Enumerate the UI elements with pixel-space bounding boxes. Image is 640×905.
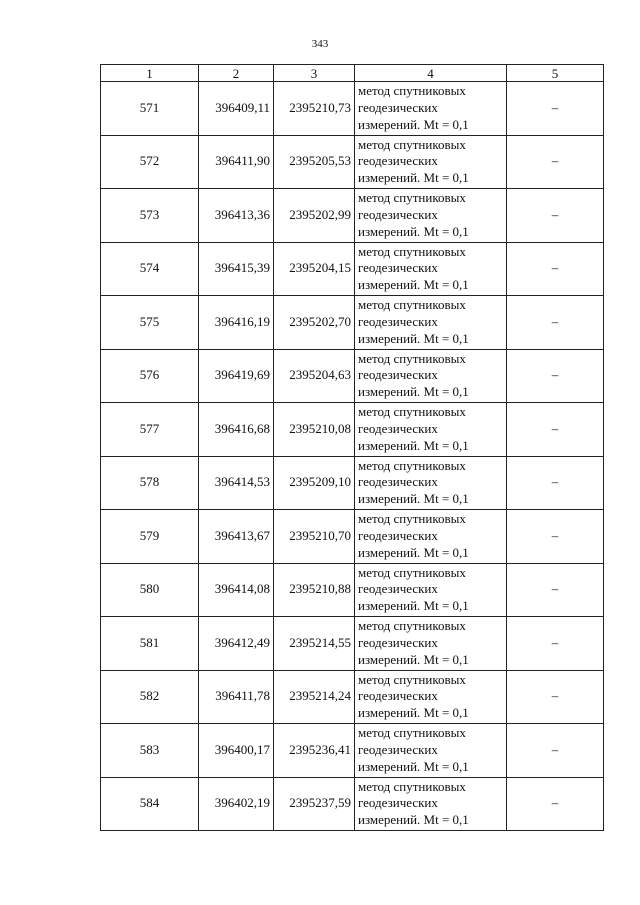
method-cell: метод спутниковых геодезических измерений. Mt = 0,1 (355, 242, 507, 296)
header-col-2: 2 (199, 65, 274, 82)
note-cell: – (507, 296, 604, 350)
point-number-cell: 583 (101, 724, 199, 778)
note-cell: – (507, 563, 604, 617)
method-cell: метод спутниковых геодезических измерений. Mt = 0,1 (355, 403, 507, 457)
x-coordinate-cell: 396413,67 (199, 510, 274, 564)
note-cell: – (507, 242, 604, 296)
note-cell: – (507, 777, 604, 831)
point-number-cell: 579 (101, 510, 199, 564)
header-col-1: 1 (101, 65, 199, 82)
x-coordinate-cell: 396414,53 (199, 456, 274, 510)
table-row (101, 510, 604, 564)
y-coordinate-cell: 2395209,10 (274, 456, 355, 510)
method-cell: метод спутниковых геодезических измерений. Mt = 0,1 (355, 724, 507, 778)
x-coordinate-cell: 396416,19 (199, 296, 274, 350)
point-number-cell: 576 (101, 349, 199, 403)
coordinates-table (100, 64, 604, 831)
table-row (101, 135, 604, 189)
table-row (101, 777, 604, 831)
header-col-5: 5 (507, 65, 604, 82)
x-coordinate-cell: 396413,36 (199, 189, 274, 243)
table-row (101, 724, 604, 778)
y-coordinate-cell: 2395202,70 (274, 296, 355, 350)
point-number-cell: 584 (101, 777, 199, 831)
method-cell: метод спутниковых геодезических измерений. Mt = 0,1 (355, 296, 507, 350)
header-col-4: 4 (355, 65, 507, 82)
table-row (101, 563, 604, 617)
note-cell: – (507, 403, 604, 457)
note-cell: – (507, 189, 604, 243)
x-coordinate-cell: 396416,68 (199, 403, 274, 457)
y-coordinate-cell: 2395210,73 (274, 82, 355, 136)
x-coordinate-cell: 396412,49 (199, 617, 274, 671)
table-header-row (101, 65, 604, 82)
table-row (101, 617, 604, 671)
point-number-cell: 577 (101, 403, 199, 457)
method-cell: метод спутниковых геодезических измерений. Mt = 0,1 (355, 510, 507, 564)
note-cell: – (507, 617, 604, 671)
method-cell: метод спутниковых геодезических измерений. Mt = 0,1 (355, 563, 507, 617)
point-number-cell: 581 (101, 617, 199, 671)
method-cell: метод спутниковых геодезических измерений. Mt = 0,1 (355, 617, 507, 671)
note-cell: – (507, 135, 604, 189)
x-coordinate-cell: 396400,17 (199, 724, 274, 778)
method-cell: метод спутниковых геодезических измерений. Mt = 0,1 (355, 135, 507, 189)
y-coordinate-cell: 2395204,15 (274, 242, 355, 296)
x-coordinate-cell: 396415,39 (199, 242, 274, 296)
y-coordinate-cell: 2395210,88 (274, 563, 355, 617)
point-number-cell: 571 (101, 82, 199, 136)
method-cell: метод спутниковых геодезических измерений. Mt = 0,1 (355, 777, 507, 831)
header-col-3: 3 (274, 65, 355, 82)
table-row (101, 670, 604, 724)
point-number-cell: 572 (101, 135, 199, 189)
method-cell: метод спутниковых геодезических измерений. Mt = 0,1 (355, 456, 507, 510)
note-cell: – (507, 670, 604, 724)
y-coordinate-cell: 2395237,59 (274, 777, 355, 831)
table-row (101, 242, 604, 296)
table-row (101, 189, 604, 243)
note-cell: – (507, 349, 604, 403)
note-cell: – (507, 456, 604, 510)
y-coordinate-cell: 2395236,41 (274, 724, 355, 778)
y-coordinate-cell: 2395204,63 (274, 349, 355, 403)
method-cell: метод спутниковых геодезических измерений. Mt = 0,1 (355, 349, 507, 403)
table-row (101, 403, 604, 457)
method-cell: метод спутниковых геодезических измерений. Mt = 0,1 (355, 189, 507, 243)
page-number: 343 (311, 38, 329, 50)
point-number-cell: 574 (101, 242, 199, 296)
x-coordinate-cell: 396419,69 (199, 349, 274, 403)
table-row (101, 296, 604, 350)
note-cell: – (507, 510, 604, 564)
point-number-cell: 582 (101, 670, 199, 724)
y-coordinate-cell: 2395214,55 (274, 617, 355, 671)
method-cell: метод спутниковых геодезических измерений. Mt = 0,1 (355, 82, 507, 136)
table-row (101, 349, 604, 403)
y-coordinate-cell: 2395214,24 (274, 670, 355, 724)
method-cell: метод спутниковых геодезических измерений. Mt = 0,1 (355, 670, 507, 724)
point-number-cell: 578 (101, 456, 199, 510)
y-coordinate-cell: 2395205,53 (274, 135, 355, 189)
table-row (101, 456, 604, 510)
table-row (101, 82, 604, 136)
y-coordinate-cell: 2395210,08 (274, 403, 355, 457)
note-cell: – (507, 82, 604, 136)
point-number-cell: 580 (101, 563, 199, 617)
point-number-cell: 573 (101, 189, 199, 243)
note-cell: – (507, 724, 604, 778)
x-coordinate-cell: 396411,90 (199, 135, 274, 189)
x-coordinate-cell: 396409,11 (199, 82, 274, 136)
point-number-cell: 575 (101, 296, 199, 350)
x-coordinate-cell: 396414,08 (199, 563, 274, 617)
x-coordinate-cell: 396402,19 (199, 777, 274, 831)
y-coordinate-cell: 2395202,99 (274, 189, 355, 243)
y-coordinate-cell: 2395210,70 (274, 510, 355, 564)
x-coordinate-cell: 396411,78 (199, 670, 274, 724)
